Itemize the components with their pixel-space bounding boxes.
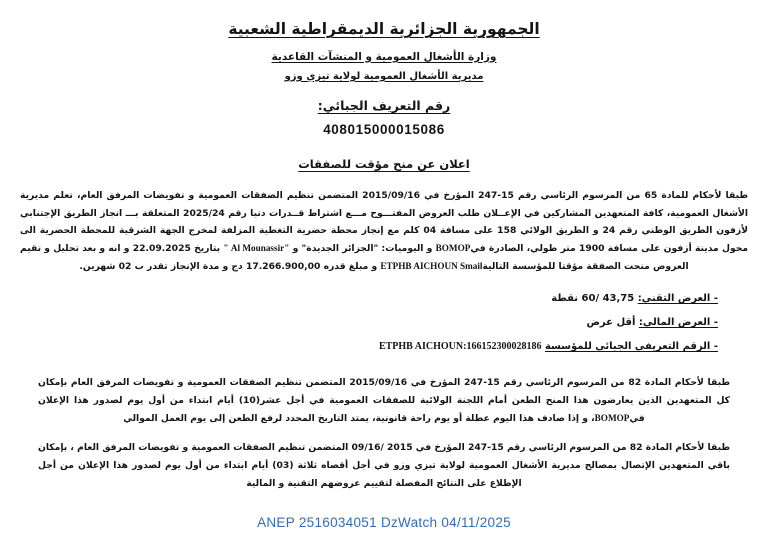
award-text-part-c: و اليوميات: "الجزائر الجديدة" و — [292, 243, 433, 255]
document-body — [20, 187, 748, 493]
awarded-company-name: ETPHB AICHOUN Smail — [380, 261, 483, 272]
anep-footer: ANEP 2516034051 DzWatch 04/11/2025 — [257, 515, 511, 530]
appeal-paragraph — [20, 374, 748, 428]
republic-title: الجمهورية الجزائرية الديمقراطية الشعبية — [228, 20, 540, 38]
appeal-line-2b: ، — [591, 413, 595, 425]
fiscal-id-label: رقم التعريف الجبائي: — [317, 97, 451, 113]
directorate-name: مديرية الأشغال العمومية لولاية تيزي وزو — [284, 70, 484, 82]
offer-evaluation-list — [20, 289, 748, 328]
al-mounassir-reference: " Al Mounassir" — [223, 243, 290, 254]
consultation-line-1: طبقا لأحكام المادة 82 من المرسوم الرئاسي رقم 15-247 المؤرخ في 2015 /09/16 المتضمن تنظيم الصفقات العمومية و تفويضات المرفق العام ، بإمكان باقي المتعهدين الإتصال بمصالح مديرية — [38, 442, 731, 472]
award-text-part-a: طبقا لأحكام للمادة 65 من المرسوم الرئاسي رقم 15-247 المؤرخ في 2015/09/16 المتضمن تنظيم الصفقات العمومية و تفويضات المرفق العام، تعلم مديرية الأشغال العمومية، كافة المتعهدين المشاركين في الإعــلان طلب العروض المفتـــوح مـــع اشتراط قــدرات دنيا رقم 2025/24 المتعلقة بـــ انجاز الطريق الإجتنابي لأزفون الطريق الوطني رقم 24 و الطريق الولائي 158 على مسافة 04 كلم مع إنجاز محطة حضرية — [20, 189, 749, 237]
award-text-part-d: بتاريخ 22.09.2025 و انه و بعد تحليل و تقيم العروض منحت الصفقة مؤقتا للمؤسسة التالية — [20, 243, 689, 273]
appeal-line-1: طبقا لأحكام المادة 82 من المرسوم الرئاسي رقم 15-247 المؤرخ في 2015/09/16 المتضمن تنظيم الصفقات العمومية و تفويضات المرفق العام بإمكان كل المتعهدين الذين — [38, 377, 730, 407]
award-text-part-e: و مبلغ قدره 17.266.900,00 دج و مدة الإنجاز تقدر ب 02 شهرين. — [79, 261, 378, 273]
financial-offer-label: - العرض المالي: — [638, 317, 718, 329]
technical-offer-label: - العرض التقني: — [637, 293, 718, 305]
company-fiscal-id-row — [20, 341, 748, 352]
bomop-reference: BOMOP — [435, 243, 471, 254]
financial-offer-row — [20, 317, 718, 328]
award-paragraph — [20, 187, 748, 277]
ministry-name: وزارة الأشغال العمومية و المنشآت القاعدية — [271, 50, 497, 63]
appeal-line-2a: يعارضون هذا المنح الطعن أمام اللجنة الولائية للصفقات العمومية في أجل عشر(10) أيام ابتداء من أول يوم لصدور هذا الإعلان في — [38, 395, 645, 425]
consultation-paragraph — [20, 439, 748, 493]
appeal-bomop-reference: BOMOP — [594, 413, 630, 424]
fiscal-id-value: 408015000015086 — [323, 121, 445, 137]
award-text-part-b: التغطية المزلفة لمخرج الجهة الشرقية للمحطة الحضرية الى محول مدينة أزفون على مسافة 1900 متر طولي، الصادرة في — [20, 225, 749, 255]
company-fiscal-id-value: ETPHB AICHOUN:166152300028186 — [378, 341, 542, 353]
document-header — [20, 20, 748, 171]
appeal-line-3: و إذا صادف هذا اليوم عطلة أو يوم راحة قانونية، يمتد التاريخ المحدد لرفع الطعن إلى يوم العمل الموالي — [123, 413, 588, 425]
company-fiscal-id-label: - الرقم التعريفي الجبائي للمؤسسة — [544, 341, 718, 353]
announcement-title: اعلان عن منح مؤقت للصفقات — [298, 156, 470, 171]
technical-offer-value: 43,75 /60 نقطة — [551, 293, 635, 305]
technical-offer-row — [20, 293, 718, 304]
financial-offer-value: أقل عرض — [586, 317, 636, 329]
consultation-line-2: الأشغال العمومية لولاية تيزي وزو في أجل أقصاه ثلاثة (03) أيام ابتداء من أول يوم لصدور هذا الإعلان من أجل الإطلاع على النتائج المفصلة لتقييم عروضهم التقنية و المالية — [38, 460, 548, 489]
